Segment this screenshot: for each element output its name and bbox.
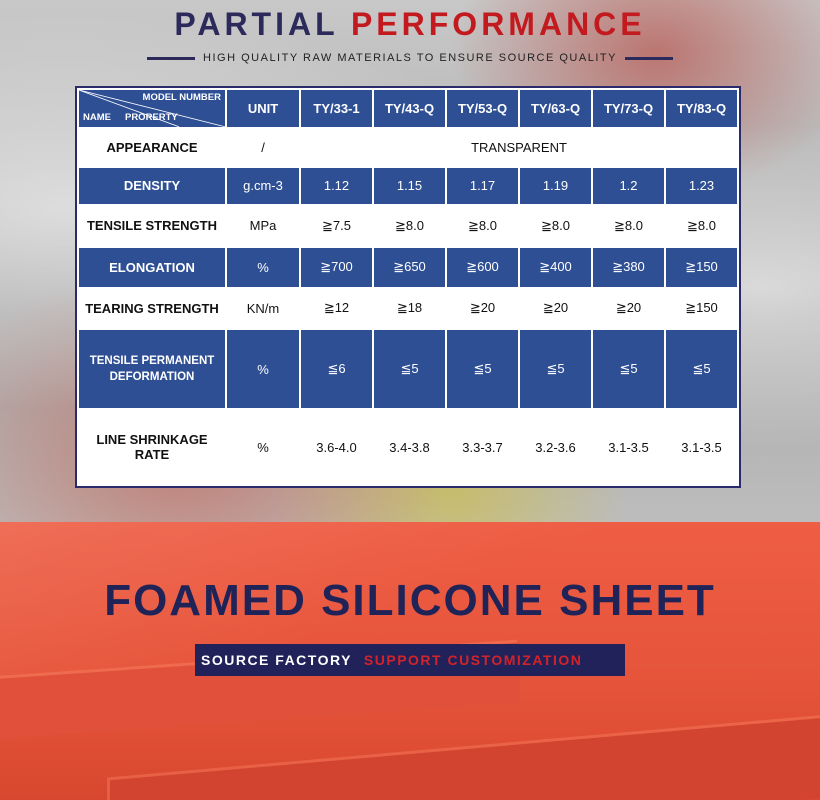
cell-value: 1.19 [520, 168, 591, 205]
table-corner-cell [79, 90, 225, 127]
cell-value: ≦5 [666, 330, 737, 408]
cell-value: 3.2-3.6 [520, 410, 591, 484]
cell-value: ≧12 [301, 289, 372, 328]
tagline-support-customization: SUPPORT CUSTOMIZATION [363, 652, 583, 668]
row-name: TEARING STRENGTH [79, 289, 225, 328]
row-name: TENSILE STRENGTH [79, 206, 225, 245]
row-name: ELONGATION [79, 248, 225, 287]
table-row-density [79, 168, 737, 205]
title-part-1: PARTIAL [174, 6, 339, 42]
cell-value: ≦5 [520, 330, 591, 408]
row-name-line-2: DEFORMATION [109, 371, 195, 384]
cell-value: 1.12 [301, 168, 372, 205]
row-name: DENSITY [79, 168, 225, 205]
table-row-elongation [79, 248, 737, 287]
cell-value: ≧700 [301, 248, 372, 287]
row-unit: g.cm-3 [227, 168, 299, 205]
cell-value: 3.1-3.5 [666, 410, 737, 484]
cell-value: 1.2 [593, 168, 664, 205]
cell-value: ≧400 [520, 248, 591, 287]
cell-value: ≧150 [666, 289, 737, 328]
cell-value: 1.17 [447, 168, 518, 205]
row-unit: KN/m [227, 289, 299, 328]
cell-value: ≧8.0 [447, 206, 518, 245]
cell-value: ≧8.0 [666, 206, 737, 245]
cell-value: ≦5 [447, 330, 518, 408]
cell-value: ≦5 [593, 330, 664, 408]
cell-value: ≧8.0 [593, 206, 664, 245]
row-name [79, 330, 225, 408]
corner-name: NAME [83, 111, 111, 123]
cell-value: ≧20 [447, 289, 518, 328]
model-header: TY/73-Q [593, 90, 664, 127]
cell-value: ≧18 [374, 289, 445, 328]
cell-value: ≦6 [301, 330, 372, 408]
model-header: TY/63-Q [520, 90, 591, 127]
cell-value: ≧20 [520, 289, 591, 328]
row-unit: % [227, 410, 299, 484]
model-header: TY/33-1 [301, 90, 372, 127]
cell-value: ≦5 [374, 330, 445, 408]
cell-value: ≧650 [374, 248, 445, 287]
cell-value: 3.1-3.5 [593, 410, 664, 484]
performance-table [75, 86, 741, 488]
cell-value: 3.4-3.8 [374, 410, 445, 484]
row-unit: / [227, 129, 299, 166]
cell-value: 3.6-4.0 [301, 410, 372, 484]
tagline-source-factory: SOURCE FACTORY [201, 652, 352, 668]
table-row-line-shrinkage-rate [79, 410, 737, 484]
cell-value: ≧600 [447, 248, 518, 287]
cell-value: ≧8.0 [520, 206, 591, 245]
model-header: TY/83-Q [666, 90, 737, 127]
subtitle-divider-left [147, 57, 195, 60]
subtitle-divider-right [625, 57, 673, 60]
corner-model-number: MODEL NUMBER [142, 92, 221, 103]
cell-value: ≧8.0 [374, 206, 445, 245]
row-merged-value: TRANSPARENT [301, 129, 737, 166]
row-unit: MPa [227, 206, 299, 245]
section-subtitle [0, 52, 820, 64]
corner-property: PRORERTY [124, 111, 178, 123]
unit-header: UNIT [227, 90, 299, 127]
table-row-tearing-strength [79, 289, 737, 328]
cell-value: ≧150 [666, 248, 737, 287]
row-name-line-1: TENSILE PERMANENT [89, 355, 215, 368]
row-unit: % [227, 248, 299, 287]
table-row-tensile-permanent-deformation [79, 330, 737, 408]
model-header: TY/53-Q [447, 90, 518, 127]
row-name-line-1: LINE SHRINKAGE [96, 432, 208, 448]
row-name: APPEARANCE [79, 129, 225, 166]
row-name [79, 410, 225, 484]
table-row-tensile-strength [79, 206, 737, 245]
cell-value: 3.3-3.7 [447, 410, 518, 484]
cell-value: 1.23 [666, 168, 737, 205]
banner-tagline [195, 644, 625, 676]
subtitle-text: HIGH QUALITY RAW MATERIALS TO ENSURE SOURCE QUALITY [203, 52, 617, 64]
cell-value: ≧7.5 [301, 206, 372, 245]
product-banner [0, 522, 820, 800]
section-title [0, 6, 820, 43]
cell-value: ≧20 [593, 289, 664, 328]
banner-title: FOAMED SILICONE SHEET [104, 576, 716, 625]
cell-value: 1.15 [374, 168, 445, 205]
row-name-line-2: RATE [134, 447, 170, 463]
model-header: TY/43-Q [374, 90, 445, 127]
cell-value: ≧380 [593, 248, 664, 287]
table-header-row [79, 90, 737, 127]
title-part-2: PERFORMANCE [350, 6, 646, 42]
table-row-appearance [79, 129, 737, 166]
row-unit: % [227, 330, 299, 408]
silicone-sheet-graphic [110, 714, 820, 800]
